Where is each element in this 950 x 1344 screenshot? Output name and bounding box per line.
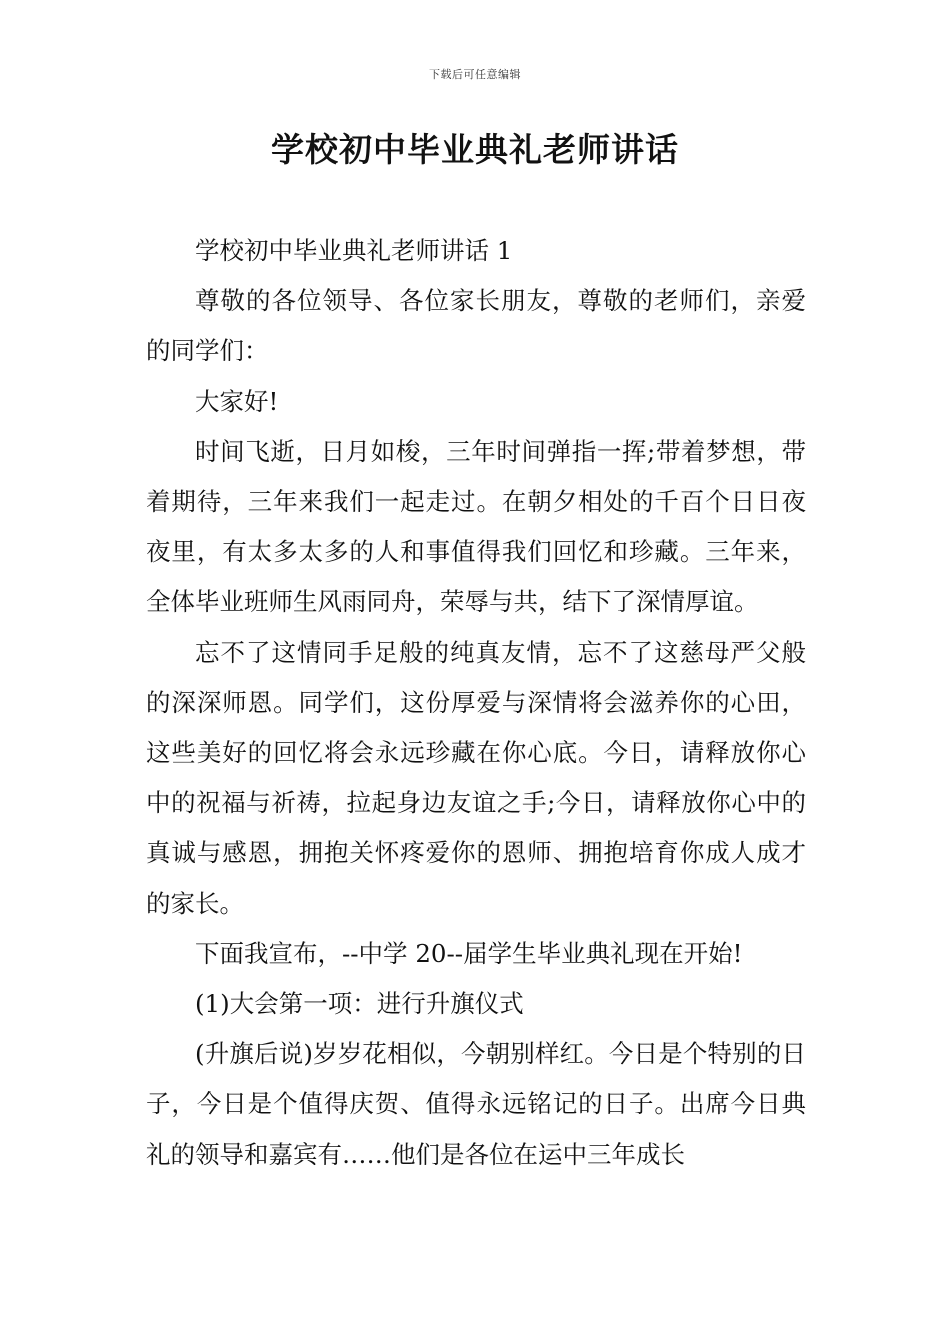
body-paragraph: 时间飞逝，日月如梭，三年时间弹指一挥;带着梦想，带着期待，三年来我们一起走过。在朝夕相处的千百个日日夜夜里，有太多太多的人和事值得我们回忆和珍藏。三年来，全体毕业班师生风雨同舟，荣辱与共，结下了深情厚谊。 — [146, 436, 806, 617]
salutation-paragraph: 尊敬的各位领导、各位家长朋友，尊敬的老师们，亲爱的同学们： — [146, 286, 806, 366]
header-note: 下载后可任意编辑 — [429, 68, 521, 81]
document-body — [146, 226, 806, 1180]
document-title: 学校初中毕业典礼老师讲话 — [271, 130, 679, 169]
body-paragraph: 忘不了这情同手足般的纯真友情，忘不了这慈母严父般的深深师恩。同学们，这份厚爱与深情将会滋养你的心田，这些美好的回忆将会永远珍藏在你心底。今日，请释放你心中的祝福与祈祷，拉起身边友谊之手;今日，请释放你心中的真诚与感恩，拥抱关怀疼爱你的恩师、拥抱培育你成人成才的家长。 — [146, 637, 806, 918]
agenda-item-paragraph: (1)大会第一项：进行升旗仪式 — [195, 989, 524, 1019]
section-heading: 学校初中毕业典礼老师讲话 1 — [195, 236, 513, 265]
announcement-paragraph: 下面我宣布，--中学 20--届学生毕业典礼现在开始! — [195, 938, 743, 968]
body-paragraph: (升旗后说)岁岁花相似，今朝别样红。今日是个特别的日子，今日是个值得庆贺、值得永远铭记的日子。出席今日典礼的领导和嘉宾有……他们是各位在运中三年成长 — [146, 1039, 806, 1169]
greeting-paragraph: 大家好! — [195, 386, 279, 416]
